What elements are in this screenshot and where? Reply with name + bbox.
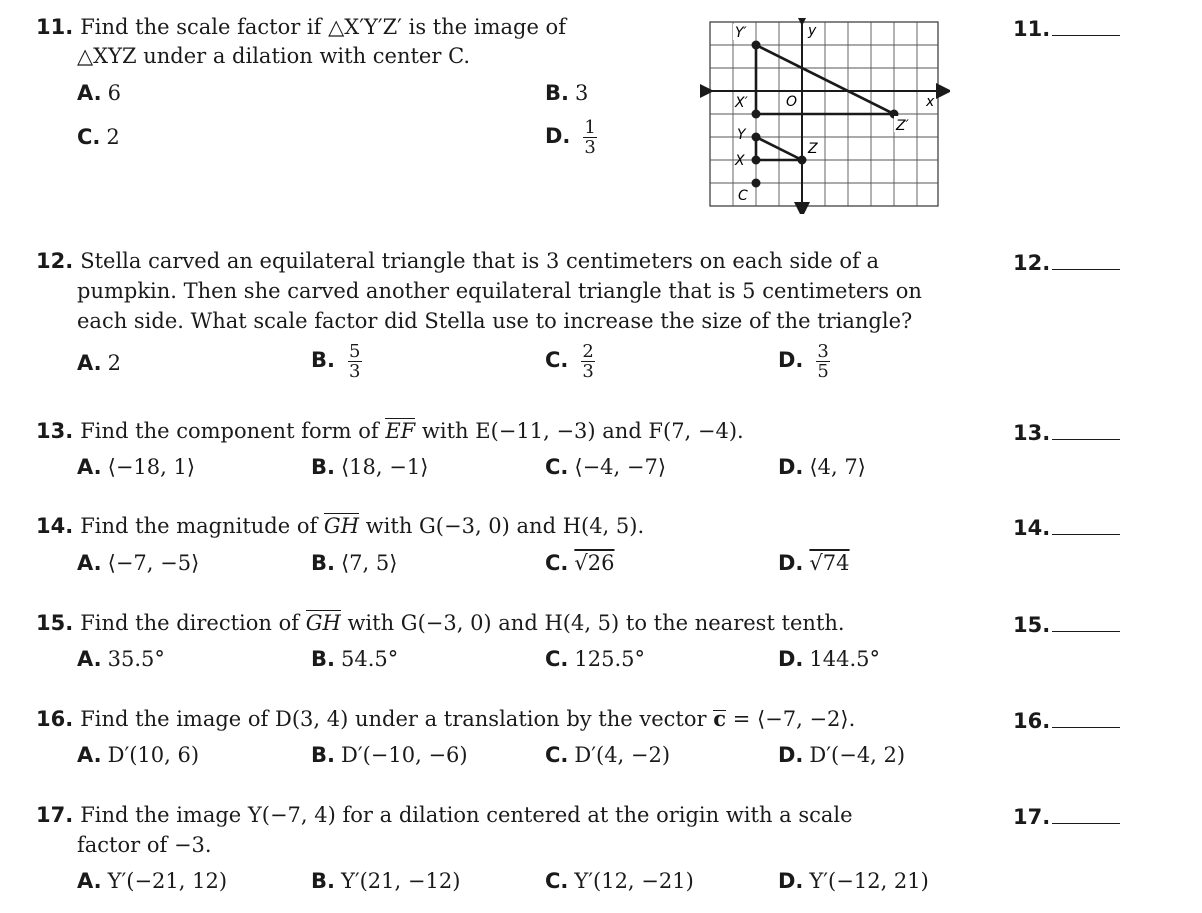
option-12-d[interactable]: D. $\frac{3}{5}$ [778,341,829,382]
answer-blank-14[interactable]: 14. [1013,514,1120,540]
question-text: △XYZ under a dilation with center C. [77,44,471,68]
vector-ef: EF [385,419,416,443]
option-15-c[interactable]: C. 125.5° [545,647,646,671]
answer-blank-17[interactable]: 17. [1013,803,1120,829]
label-x: X [735,153,745,169]
option-15-b[interactable]: B. 54.5° [311,647,399,671]
question-12-line-1 [36,246,879,277]
answer-blank-11[interactable]: 11. [1013,15,1120,41]
point-z [798,156,807,165]
option-12-c[interactable]: C. $\frac{2}{3}$ [545,341,594,382]
label-y-axis: y [808,23,817,39]
point-x-prime [752,110,761,119]
label-y-prime: Y′ [735,25,747,41]
label-origin: O [786,94,798,110]
option-14-d[interactable]: D. √74 [778,551,850,575]
point-y-prime [752,41,761,50]
question-15: 15. Find the direction of GH with G(−3, 0) and H(4, 5) to the nearest tenth. [36,608,845,639]
option-16-a[interactable]: A. D′(10, 6) [77,743,200,767]
fraction: $\frac{3}{5}$ [817,341,829,382]
fraction: $\frac{5}{3}$ [348,341,361,382]
label-c: C [738,188,748,204]
answer-blank-12[interactable]: 12. [1013,249,1120,275]
label-z-prime: Z′ [896,118,909,134]
question-number: 11. [36,15,74,39]
question-number: 12. [36,249,74,273]
option-15-a[interactable]: A. 35.5° [77,647,165,671]
option-12-a[interactable]: A. 2 [77,351,121,375]
option-14-b[interactable]: B. ⟨7, 5⟩ [311,551,398,575]
label-y: Y [737,127,746,143]
option-13-c[interactable]: C. ⟨−4, −7⟩ [545,455,667,479]
dilation-graph [700,18,950,214]
option-13-d[interactable]: D. ⟨4, 7⟩ [778,455,866,479]
option-16-b[interactable]: B. D′(−10, −6) [311,743,468,767]
vector-c: c [713,706,727,731]
question-text: pumpkin. Then she carved another equilateral triangle that is 5 centimeters on [77,279,922,303]
point-y [752,133,761,142]
question-13: 13. Find the component form of EF with E(−11, −3) and F(7, −4). [36,416,744,447]
option-16-c[interactable]: C. D′(4, −2) [545,743,671,767]
question-text: Stella carved an equilateral triangle that is 3 centimeters on each side of a [80,249,879,273]
question-text: Find the scale factor if △X′Y′Z′ is the image of [80,15,566,39]
question-text: each side. What scale factor did Stella use to increase the size of the triangle? [77,309,913,333]
question-12-line-3 [77,306,912,337]
option-12-b[interactable]: B. $\frac{5}{3}$ [311,341,361,382]
option-17-a[interactable]: A. Y′(−21, 12) [77,869,228,893]
option-17-c[interactable]: C. Y′(12, −21) [545,869,694,893]
option-11-b[interactable]: B. 3 [545,81,589,105]
option-14-c[interactable]: C. √26 [545,551,615,575]
option-11-d[interactable]: D. $\frac{1}{3}$ [545,117,596,158]
option-13-a[interactable]: A. ⟨−18, 1⟩ [77,455,196,479]
option-17-d[interactable]: D. Y′(−12, 21) [778,869,929,893]
question-16: 16. Find the image of D(3, 4) under a translation by the vector c = ⟨−7, −2⟩. [36,704,855,735]
answer-blank-13[interactable]: 13. [1013,419,1120,445]
question-12-line-2 [77,276,922,307]
fraction: $\frac{1}{3}$ [584,117,596,158]
question-17-line-1: 17. Find the image Y(−7, 4) for a dilation centered at the origin with a scale [36,803,853,827]
option-13-b[interactable]: B. ⟨18, −1⟩ [311,455,429,479]
label-x-prime: X′ [735,95,748,111]
option-15-d[interactable]: D. 144.5° [778,647,881,671]
question-11-line-2 [77,41,470,72]
question-17-line-2: factor of −3. [77,833,212,857]
option-11-a[interactable]: A. 6 [77,81,121,105]
answer-blank-16[interactable]: 16. [1013,707,1120,733]
point-x [752,156,761,165]
fraction: $\frac{2}{3}$ [582,341,594,382]
option-11-c[interactable]: C. 2 [77,125,120,149]
label-z: Z [808,141,818,157]
answer-blank-15[interactable]: 15. [1013,611,1120,637]
question-11-line-1 [36,12,566,43]
vector-gh: GH [323,514,360,538]
point-c [752,179,761,188]
option-17-b[interactable]: B. Y′(21, −12) [311,869,461,893]
vector-gh: GH [305,611,341,635]
question-14: 14. Find the magnitude of GH with G(−3, 0) and H(4, 5). [36,511,644,542]
option-14-a[interactable]: A. ⟨−7, −5⟩ [77,551,200,575]
option-16-d[interactable]: D. D′(−4, 2) [778,743,906,767]
label-x-axis: x [926,94,935,110]
